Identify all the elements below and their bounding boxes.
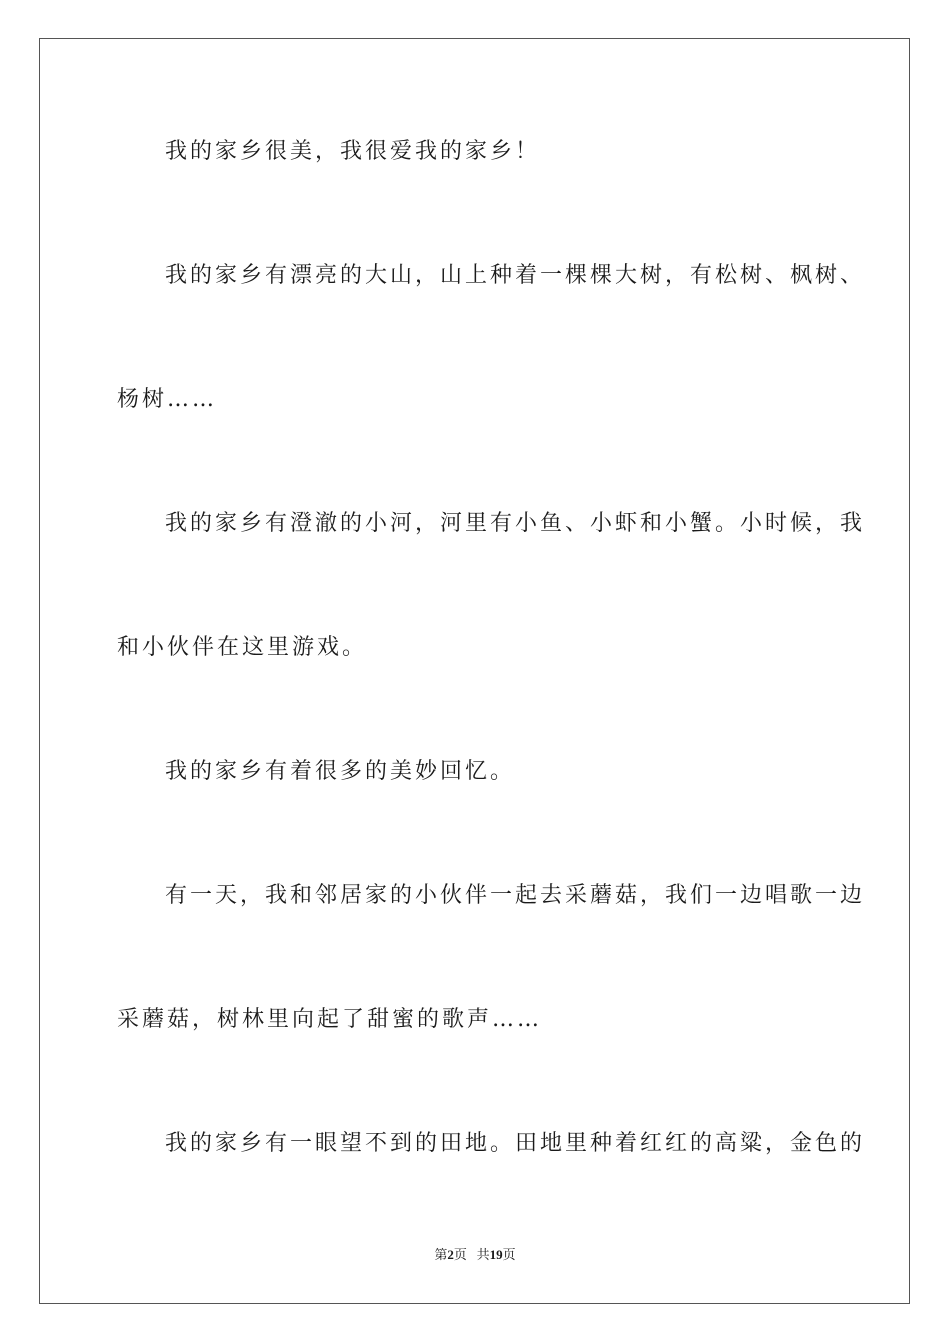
paragraph-line-1: 我的家乡很美，我很爱我的家乡！ [165, 139, 541, 164]
paragraph-line-6: 我的家乡有着很多的美妙回忆。 [165, 759, 516, 784]
total-prefix: 共 [476, 1247, 490, 1262]
page-suffix: 页 [453, 1247, 467, 1262]
total-suffix: 页 [502, 1247, 516, 1262]
paragraph-line-5: 和小伙伴在这里游戏。 [117, 635, 368, 660]
page-footer [0, 1246, 950, 1264]
total-pages: 19 [489, 1247, 503, 1262]
paragraph-line-3: 杨树…… [117, 387, 218, 412]
paragraph-line-8: 采蘑菇，树林里向起了甜蜜的歌声…… [117, 1007, 543, 1032]
paragraph-line-4: 我的家乡有澄澈的小河，河里有小鱼、小虾和小蟹。小时候，我 [165, 511, 866, 536]
paragraph-line-2: 我的家乡有漂亮的大山，山上种着一棵棵大树，有松树、枫树、 [165, 263, 866, 288]
page-frame [39, 38, 910, 1304]
page-number: 2 [447, 1247, 454, 1262]
paragraph-line-7: 有一天，我和邻居家的小伙伴一起去采蘑菇，我们一边唱歌一边 [165, 883, 866, 908]
page-prefix: 第 [434, 1247, 448, 1262]
paragraph-line-9: 我的家乡有一眼望不到的田地。田地里种着红红的高粱，金色的 [165, 1131, 866, 1156]
